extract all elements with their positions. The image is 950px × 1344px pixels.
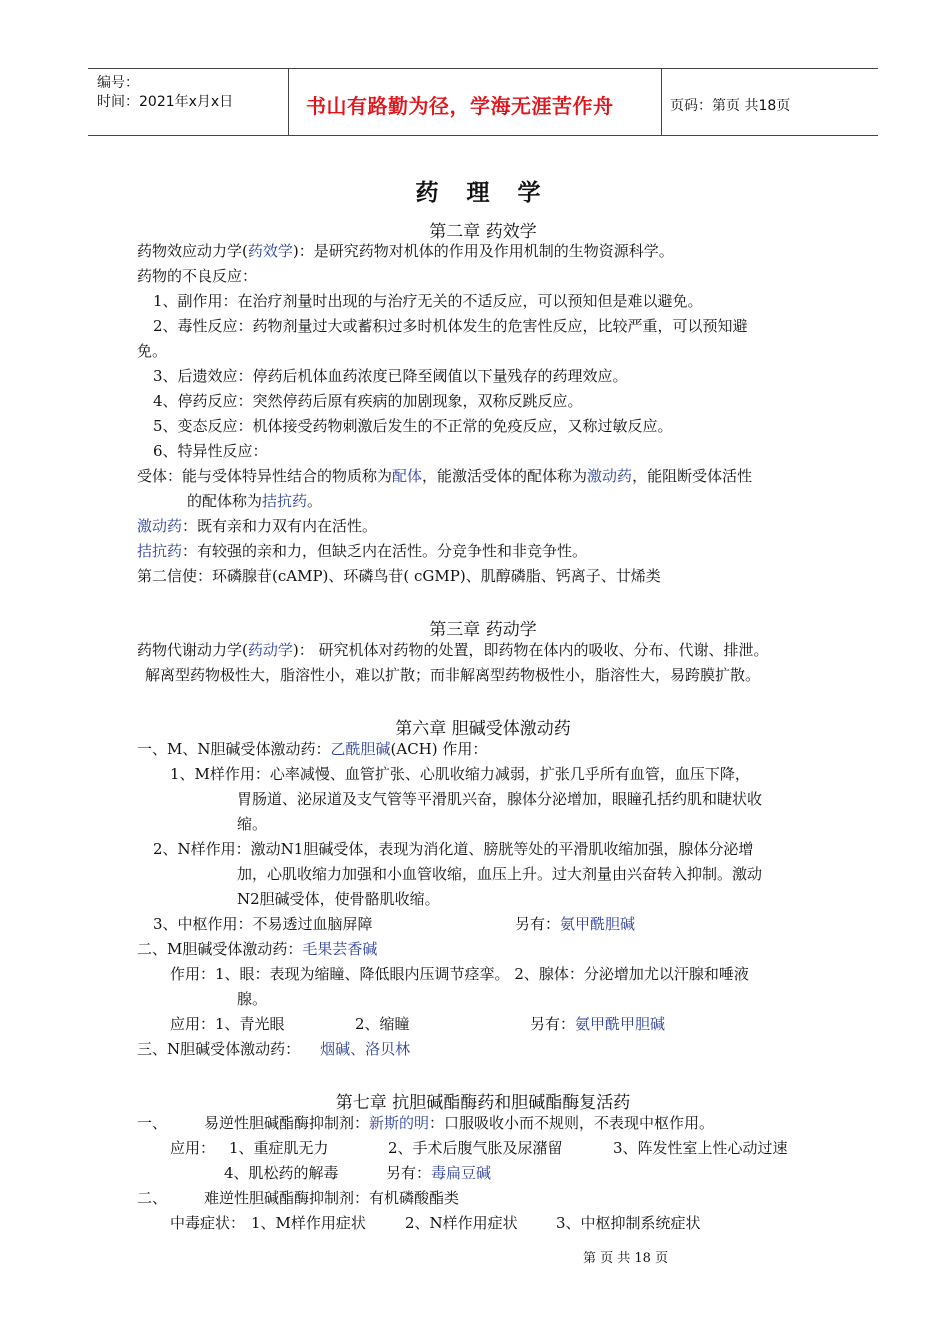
pilocarpine-use-2: 2、缩瞳 xyxy=(355,1015,410,1033)
adverse-title: 药物的不良反应： xyxy=(137,267,258,285)
irreversible-inhibitor-num: 二、 xyxy=(137,1189,168,1207)
term-physostigmine: 毒扁豆碱 xyxy=(431,1164,492,1182)
page-title: 药 理 学 xyxy=(415,180,551,206)
header-top-rule xyxy=(88,68,878,69)
reversible-inhibitor-num: 一、 xyxy=(137,1114,168,1132)
poisoning-symptom: 2、N样作用症状 xyxy=(405,1214,518,1232)
poisoning-symptom: 1、M样作用症状 xyxy=(251,1214,366,1232)
term-ligand: 配体 xyxy=(392,467,423,485)
pilocarpine-use-1: 应用：1、青光眼 xyxy=(170,1015,285,1033)
neostigmine-use-label: 应用： xyxy=(170,1139,216,1157)
m-agonist: 二、M胆碱受体激动药：毛果芸香碱 xyxy=(137,940,378,958)
n-effect-line: N2胆碱受体，使骨骼肌收缩。 xyxy=(237,890,440,908)
receptor-definition: 受体：能与受体特异性结合的物质称为配体，能激活受体的配体称为激动药，能阻断受体活性 xyxy=(137,467,753,485)
page-info: 页码：第页 共18页 xyxy=(670,98,791,114)
adverse-item: 1、副作用：在治疗剂量时出现的与治疗无关的不适反应，可以预知但是难以避免。 xyxy=(153,292,703,310)
term-neostigmine: 新斯的明 xyxy=(369,1114,430,1132)
pharmacokinetics-definition: 药物代谢动力学(药动学)： 研究机体对药物的处置，即药物在体内的吸收、分布、代谢、排泄。 xyxy=(137,641,769,659)
pilocarpine-effect: 作用：1、眼：表现为缩瞳、降低眼内压调节痉挛。 2、腺体：分泌增加尤以汗腺和唾液 xyxy=(170,965,749,983)
term-antagonist: 拮抗药 xyxy=(262,492,308,510)
n-effect-line: 2、N样作用：激动N1胆碱受体，表现为消化道、膀胱等处的平滑肌收缩加强，腺体分泌增 xyxy=(153,840,754,858)
irreversible-inhibitor: 难逆性胆碱酯酶抑制剂：有机磷酸酯类 xyxy=(204,1189,460,1207)
n-effect-line: 加，心肌收缩力加强和小血管收缩，血压上升。过大剂量由兴奋转入抑制。激动 xyxy=(237,865,763,883)
neostigmine-use: 1、重症肌无力 xyxy=(229,1139,329,1157)
adverse-item: 2、毒性反应：药物剂量过大或蓄积过多时机体发生的危害性反应，比较严重，可以预知避 xyxy=(153,317,748,335)
reversible-inhibitor: 易逆性胆碱酯酶抑制剂：新斯的明：口服吸收小而不规则，不表现中枢作用。 xyxy=(204,1114,715,1132)
term-agonist: 激动药 xyxy=(587,467,633,485)
central-effect: 3、中枢作用：不易透过血脑屏障 xyxy=(153,915,373,933)
also-carbachol: 另有：氨甲酰胆碱 xyxy=(515,915,636,933)
motto: 书山有路勤为径，学海无涯苦作舟 xyxy=(306,94,614,118)
chapter-6-heading: 第六章 胆碱受体激动药 xyxy=(395,719,571,739)
chapter-3-heading: 第三章 药动学 xyxy=(429,620,537,640)
m-effect-line: 胃肠道、泌尿道及支气管等平滑肌兴奋，腺体分泌增加，眼瞳孔括约肌和睫状收 xyxy=(237,790,763,808)
header-divider-left xyxy=(288,68,289,136)
receptor-definition-cont: 的配体称为拮抗药。 xyxy=(187,492,323,510)
adverse-item-cont: 免。 xyxy=(137,342,168,360)
antagonist-definition: 拮抗药：有较强的亲和力，但缺乏内在活性。分竞争性和非竞争性。 xyxy=(137,542,588,560)
m-effect-line: 1、M样作用：心率减慢、血管扩张、心肌收缩力减弱，扩张几乎所有血管，血压下降， xyxy=(170,765,750,783)
serial-label: 编号： xyxy=(97,75,139,91)
adverse-item: 5、变态反应：机体接受药物刺激后发生的不正常的免疫反应，又称过敏反应。 xyxy=(153,417,673,435)
chapter-7-heading: 第七章 抗胆碱酯酶药和胆碱酯酶复活药 xyxy=(335,1093,631,1113)
term-pharmacokinetics: 药动学 xyxy=(247,641,293,659)
adverse-item: 6、特异性反应： xyxy=(153,442,268,460)
term-bethanechol: 氨甲酰甲胆碱 xyxy=(575,1015,666,1033)
also-physostigmine: 另有：毒扁豆碱 xyxy=(386,1164,492,1182)
header-divider-right xyxy=(661,68,662,136)
term-carbachol: 氨甲酰胆碱 xyxy=(560,915,636,933)
ionization-note: 解离型药物极性大，脂溶性小，难以扩散；而非解离型药物极性小，脂溶性大，易跨膜扩散。 xyxy=(145,666,761,684)
neostigmine-use: 4、肌松药的解毒 xyxy=(224,1164,339,1182)
pharmacodynamics-definition: 药物效应动力学(药效学)：是研究药物对机体的作用及作用机制的生物资源科学。 xyxy=(137,242,674,260)
term-pharmacodynamics: 药效学 xyxy=(247,242,293,260)
agonist-definition: 激动药：既有亲和力双有内在活性。 xyxy=(137,517,378,535)
mn-agonist: 一、M、N胆碱受体激动药：乙酰胆碱(ACH) 作用： xyxy=(137,740,488,758)
date-label: 时间：2021年x月x日 xyxy=(97,94,234,110)
chapter-2-heading: 第二章 药效学 xyxy=(429,222,537,242)
adverse-item: 4、停药反应：突然停药后原有疾病的加剧现象，双称反跳反应。 xyxy=(153,392,583,410)
pilocarpine-effect: 腺。 xyxy=(237,990,268,1008)
m-effect-line: 缩。 xyxy=(237,815,268,833)
second-messenger: 第二信使：环磷腺苷(cAMP)、环磷鸟苷( cGMP)、肌醇磷脂、钙离子、廿烯类 xyxy=(137,567,661,585)
poisoning-label: 中毒症状： xyxy=(170,1214,246,1232)
neostigmine-use: 3、阵发性室上性心动过速 xyxy=(613,1139,788,1157)
also-bethanechol: 另有：氨甲酰甲胆碱 xyxy=(530,1015,666,1033)
adverse-item: 3、后遗效应：停药后机体血药浓度已降至阈值以下量残存的药理效应。 xyxy=(153,367,628,385)
page-footer: 第 页 共 18 页 xyxy=(583,1251,669,1266)
term-pilocarpine: 毛果芸香碱 xyxy=(302,940,378,958)
n-agonist: 三、N胆碱受体激动药： 烟碱、洛贝林 xyxy=(137,1040,411,1058)
header-bottom-rule xyxy=(88,135,878,136)
neostigmine-use: 2、手术后腹气胀及尿潴留 xyxy=(388,1139,563,1157)
poisoning-symptom: 3、中枢抑制系统症状 xyxy=(556,1214,701,1232)
term-acetylcholine: 乙酰胆碱 xyxy=(330,740,391,758)
term-nicotine-lobeline: 烟碱、洛贝林 xyxy=(320,1040,411,1058)
